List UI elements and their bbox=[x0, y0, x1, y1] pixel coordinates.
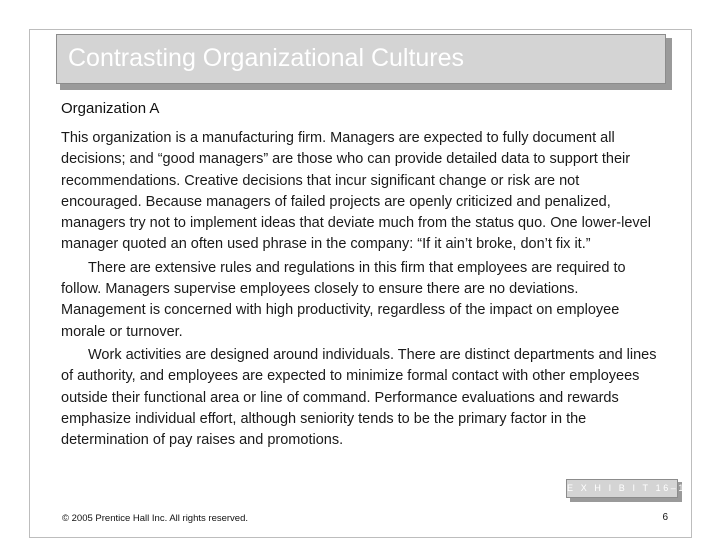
body-text bbox=[61, 128, 661, 453]
exhibit-label: E X H I B I T 16–1 bbox=[567, 483, 687, 493]
paragraph-3: Work activities are designed around individuals. There are distinct departments and lines of authority, and employees are expected to minimize formal contact with other employees outside their functional area or line of command. Performance evaluations and rewards emphasize individual effort, although seniority tends to be the primary factor in the determination of pay raises and promotions. bbox=[61, 346, 657, 449]
slide-title: Contrasting Organizational Cultures bbox=[68, 44, 465, 72]
paragraph-1: This organization is a manufacturing firm. Managers are expected to fully document all decisions; and “good managers” are those who can provide detailed data to support their recommendations. Creative decisions that incur significant change or risk are not encouraged. Because managers of failed projects are openly criticized and penalized, managers try not to implement ideas that deviate much from the status quo. One lower-level manager quoted an often used phrase in the company: “If it ain’t broke, don’t fix it.” bbox=[61, 130, 651, 253]
copyright-notice: © 2005 Prentice Hall Inc. All rights reserved. bbox=[62, 513, 249, 524]
section-heading: Organization A bbox=[61, 100, 160, 117]
title-banner bbox=[56, 34, 666, 84]
paragraph-2: There are extensive rules and regulations in this firm that employees are required to follow. Managers supervise employees closely to ensure there are no deviations. Management is concerned with high productivity, regardless of the impact on employee morale or turnover. bbox=[61, 259, 626, 340]
page-number: 6 bbox=[662, 512, 668, 523]
exhibit-badge bbox=[566, 479, 687, 498]
